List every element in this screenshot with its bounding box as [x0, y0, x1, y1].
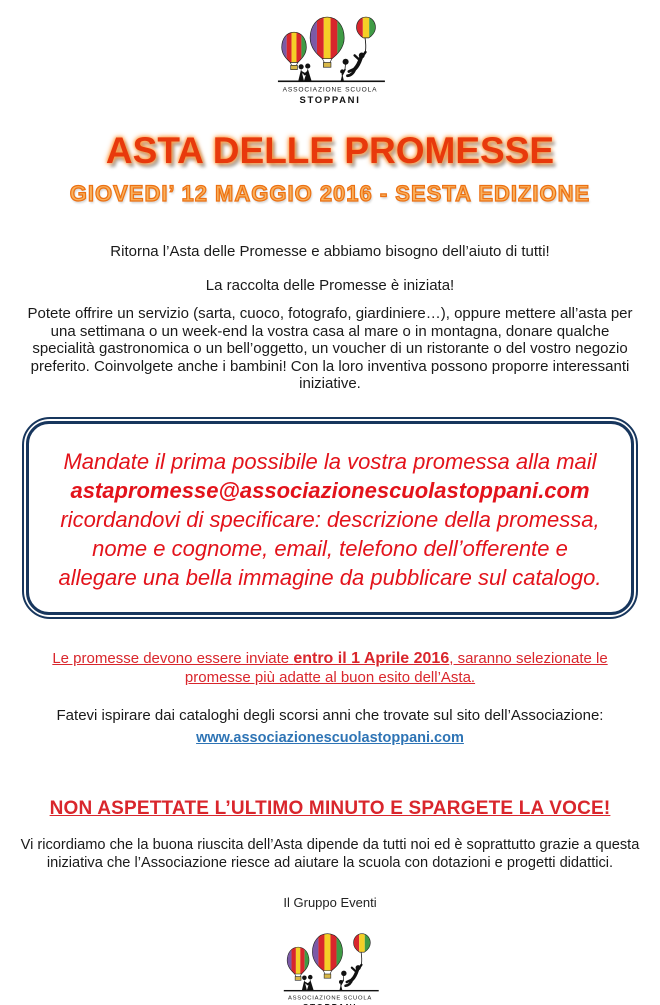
intro-paragraph: Potete offrire un servizio (sarta, cuoco, fotografo, giardiniere…), oppure mettere all’asta per una settimana o un week-end la vostra casa al mare o in montagna, donare qualche specialità gastronomica o un bell’oggetto, un voucher di un ristorante o del vostro negozio preferito. Coinvolgete anche i bambini! Con la loro inventiva possono proporre interessanti iniziative. — [27, 305, 633, 392]
intro-line-1: Ritorna l’Asta delle Promesse e abbiamo bisogno dell’aiuto di tutti! — [110, 243, 550, 260]
promise-box-line-1: Mandate il prima possibile la vostra promessa alla mail — [63, 448, 597, 474]
promise-instructions-box — [22, 417, 638, 619]
deadline-notice — [0, 649, 660, 687]
deadline-suffix: , saranno selezionate le promesse più adatte al buon esito dell’Asta. — [184, 649, 608, 686]
warning-headline: NON ASPETTATE L’ULTIMO MINUTO E SPARGETE LA VOCE! — [49, 797, 611, 819]
association-website-link[interactable]: www.associazionescuolastoppani.com — [196, 729, 464, 746]
page-title: ASTA DELLE PROMESSE — [105, 130, 555, 171]
catalog-invite-text: Fatevi ispirare dai cataloghi degli scorsi anni che trovate sul sito dell’Associazione: — [56, 706, 604, 724]
deadline-date: entro il 1 Aprile 2016 — [293, 649, 450, 667]
promise-email-address: astapromesse@associazionescuolastoppani.com — [70, 477, 590, 503]
promise-instructions-box-inner — [26, 421, 634, 615]
event-date-subtitle: GIOVEDI’ 12 MAGGIO 2016 - SESTA EDIZIONE — [69, 181, 591, 206]
balloons-logo-icon — [267, 930, 393, 1005]
stoppani-logo-bottom — [0, 930, 660, 1005]
stoppani-logo-top — [0, 13, 660, 112]
deadline-prefix: Le promesse devono essere inviate — [52, 649, 294, 667]
balloons-logo-icon — [259, 13, 401, 112]
closing-paragraph: Vi ricordiamo che la buona riuscita dell’Asta dipende da tutti noi ed è soprattutto grazie a questa iniziativa che l’Associazione riesce ad aiutare la scuola con dotazioni e progetti didattici. — [20, 836, 640, 871]
intro-line-2: La raccolta delle Promesse è iniziata! — [205, 277, 455, 294]
promise-box-line-3: ricordandovi di specificare: descrizione della promessa, nome e cognome, email, telefono dell’offerente e allegare una bella immagine da pubblicare sul catalogo. — [58, 506, 602, 590]
signature-text: Il Gruppo Eventi — [283, 894, 377, 910]
